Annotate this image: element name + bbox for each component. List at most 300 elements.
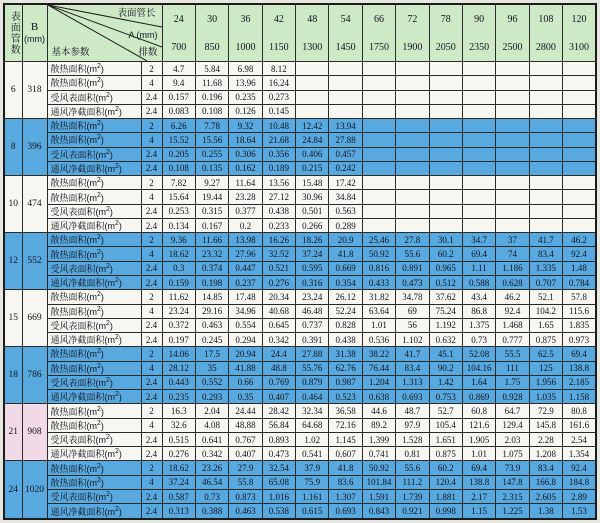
data-cell [563,104,597,118]
data-cell: 2.28 [529,432,562,446]
data-cell: 46.2 [496,290,529,304]
row-count-value: 2.4 [141,504,162,519]
data-cell [429,133,462,147]
column-header-wrap [263,5,295,61]
data-cell: 92.4 [563,247,597,261]
data-cell: 83.4 [529,247,562,261]
data-cell: 0.276 [262,275,295,289]
a-dim-value: 700 [171,41,187,53]
b-value: 669 [22,290,47,347]
data-cell: 23.26 [195,461,228,475]
data-cell [496,218,529,232]
param-label: 散热面积$(m^2)$ [47,461,141,475]
data-cell [529,190,562,204]
param-label: 散热面积$(m^2)$ [47,475,141,489]
a-dim-value: 1150 [268,41,289,53]
data-cell: 0.242 [329,161,362,175]
data-cell: 18.26 [296,233,329,247]
param-label: 受风表面积$(m^2)$ [47,375,141,389]
table-row [4,161,596,175]
data-cell: 30.1 [429,233,462,247]
data-cell [329,62,362,76]
data-cell: 0.388 [195,504,228,519]
data-cell: 0.588 [462,275,495,289]
param-label: 通风净截面积$(m^2)$ [47,161,141,175]
data-cell: 0.81 [396,447,429,461]
column-header [396,4,429,62]
data-cell [396,90,429,104]
data-cell: 31.82 [362,290,395,304]
table-row [4,133,596,147]
data-cell: 15.64 [162,190,195,204]
data-cell: 1.65 [529,318,562,332]
data-cell: 2.03 [496,432,529,446]
data-cell [563,62,597,76]
data-cell [529,133,562,147]
data-cell: 0.563 [329,204,362,218]
row-count-label: 排数 [138,46,158,58]
data-cell [563,176,597,190]
tube-length-value: 30 [207,13,218,25]
data-cell: 37 [496,233,529,247]
column-header-wrap [563,5,595,61]
data-cell [429,176,462,190]
data-cell [563,204,597,218]
data-cell: 0.987 [329,375,362,389]
data-cell: 0.921 [396,504,429,519]
data-cell: 69.4 [563,347,597,361]
data-cell: 46.2 [563,233,597,247]
column-header [229,4,262,62]
data-cell: 0.554 [229,318,262,332]
data-cell: 0.159 [162,275,195,289]
a-dim-value: 2050 [435,41,456,53]
param-label: 散热面积$(m^2)$ [47,404,141,418]
data-cell: 50.92 [362,247,395,261]
data-cell: 0.443 [162,375,195,389]
data-cell: 1.64 [462,375,495,389]
row-count-value: 4 [141,133,162,147]
data-cell [396,104,429,118]
column-header-wrap [329,5,361,61]
b-value: 474 [22,176,47,233]
data-cell: 1.204 [362,375,395,389]
data-cell [396,176,429,190]
data-cell: 0.501 [296,204,329,218]
data-cell: 16.24 [262,76,295,90]
data-cell: 0.769 [262,375,295,389]
param-label: 受风表面积$(m^2)$ [47,261,141,275]
row-count-value: 2.4 [141,90,162,104]
data-cell: 105.4 [429,418,462,432]
data-cell: 2.315 [496,489,529,503]
data-cell: 0.784 [563,275,597,289]
data-cell: 24.44 [229,404,262,418]
table-row [4,361,596,375]
data-cell: 11.66 [195,233,228,247]
data-cell: 57.8 [563,290,597,304]
row-count-value: 2 [141,176,162,190]
data-cell [529,104,562,118]
param-label: 散热面积$(m^2)$ [47,119,141,133]
a-dim-label: A (mm) [128,30,158,40]
data-cell [529,76,562,90]
param-label: 受风表面积$(m^2)$ [47,318,141,332]
data-cell: 0.215 [296,161,329,175]
data-cell: 86.8 [462,304,495,318]
data-cell: 0.438 [262,204,295,218]
data-cell [496,119,529,133]
data-cell: 90.2 [429,361,462,375]
data-cell: 0.197 [162,333,195,347]
data-cell: 0.777 [496,333,529,347]
data-cell: 55.6 [396,461,429,475]
tube-count-value: 15 [4,290,22,347]
data-cell: 0.35 [229,390,262,404]
column-header-wrap [163,5,195,61]
data-cell: 16.26 [262,233,295,247]
data-cell: 69 [396,304,429,318]
data-cell [462,176,495,190]
data-cell [462,218,495,232]
param-label: 散热面积$(m^2)$ [47,290,141,304]
data-cell: 43.4 [462,290,495,304]
data-cell: 0.753 [429,390,462,404]
data-cell: 0.2 [229,218,262,232]
column-header [296,4,329,62]
tube-length-value: 108 [538,13,554,25]
row-count-value: 4 [141,76,162,90]
data-cell: 0.893 [262,432,295,446]
data-cell: 0.145 [262,104,295,118]
param-label: 散热面积$(m^2)$ [47,62,141,76]
data-cell: 23.24 [162,304,195,318]
data-cell [362,190,395,204]
data-cell: 60.8 [462,404,495,418]
data-cell: 0.464 [296,390,329,404]
data-cell [429,161,462,175]
data-cell: 97.9 [396,418,429,432]
data-cell: 2.54 [563,432,597,446]
data-cell: 0.162 [229,161,262,175]
data-cell [529,218,562,232]
data-cell: 46.54 [195,475,228,489]
table-row [4,447,596,461]
data-cell: 1.161 [296,489,329,503]
param-label: 通风净截面积$(m^2)$ [47,447,141,461]
data-cell: 1.42 [429,375,462,389]
data-cell: 0.433 [362,275,395,289]
data-cell: 27.12 [262,190,295,204]
data-cell [429,104,462,118]
data-cell [462,90,495,104]
data-cell: 13.96 [229,76,262,90]
data-cell [362,218,395,232]
data-cell: 1.528 [396,432,429,446]
column-header-wrap [196,5,228,61]
data-cell: 0.126 [229,104,262,118]
data-cell: 38.22 [362,347,395,361]
data-cell: 29.16 [195,304,228,318]
data-cell: 63.64 [362,304,395,318]
b-value: 1020 [22,461,47,519]
data-cell: 28.42 [262,404,295,418]
data-cell: 14.85 [195,290,228,304]
data-cell: 0.521 [262,261,295,275]
data-cell: 10.48 [262,119,295,133]
data-cell: 0.473 [262,447,295,461]
data-cell: 0.233 [262,218,295,232]
data-cell: 0.083 [162,104,195,118]
data-cell [462,119,495,133]
data-cell: 44.6 [362,404,395,418]
param-label: 受风表面积$(m^2)$ [47,90,141,104]
data-cell [362,204,395,218]
data-cell: 0.316 [296,275,329,289]
data-cell: 1.956 [529,375,562,389]
data-cell: 1.468 [496,318,529,332]
data-cell: 2.17 [462,489,495,503]
tube-count-label: 表面管数 [8,11,20,55]
data-cell: 0.237 [229,275,262,289]
data-cell [529,161,562,175]
data-cell: 0.879 [296,375,329,389]
data-cell: 72.16 [329,418,362,432]
data-cell: 129.4 [496,418,529,432]
data-cell [429,119,462,133]
data-cell: 1.307 [329,489,362,503]
data-cell: 37.9 [296,461,329,475]
tube-count-value: 10 [4,176,22,233]
data-cell [462,161,495,175]
data-cell: 14.06 [162,347,195,361]
data-cell [429,218,462,232]
data-cell [396,161,429,175]
data-cell: 32.54 [262,461,295,475]
data-cell: 24.84 [296,133,329,147]
data-cell: 0.669 [329,261,362,275]
row-count-value: 2 [141,119,162,133]
data-cell: 20.9 [329,233,362,247]
data-cell: 0.473 [396,275,429,289]
data-cell: 55.5 [496,347,529,361]
data-cell: 1.881 [429,489,462,503]
data-cell: 62.5 [529,347,562,361]
param-label: 受风表面积$(m^2)$ [47,432,141,446]
table-row [4,275,596,289]
data-cell: 0.615 [296,504,329,519]
data-cell: 1.651 [429,432,462,446]
b-label: B [30,21,39,33]
data-cell: 184.8 [563,475,597,489]
data-cell: 1.835 [563,318,597,332]
data-cell [563,147,597,161]
data-cell [496,133,529,147]
param-label: 散热面积$(m^2)$ [47,247,141,261]
data-cell: 15.52 [162,133,195,147]
data-cell [529,176,562,190]
data-cell: 0.873 [229,489,262,503]
data-cell: 4.08 [195,418,228,432]
data-cell: 1.225 [496,504,529,519]
column-header [462,4,495,62]
data-cell: 111 [496,361,529,375]
data-cell: 0.306 [229,147,262,161]
data-cell: 0.189 [262,161,295,175]
data-cell: 32.52 [262,247,295,261]
data-cell: 0.737 [296,318,329,332]
data-cell [396,133,429,147]
data-cell: 0.245 [195,333,228,347]
tube-length-value: 42 [273,13,284,25]
table-row [4,90,596,104]
data-cell: 1.158 [563,390,597,404]
data-cell: 0.391 [296,333,329,347]
table-row [4,218,596,232]
data-cell: 1.192 [429,318,462,332]
param-label: 散热面积$(m^2)$ [47,176,141,190]
table-row [4,432,596,446]
data-cell: 34.96 [229,304,262,318]
row-count-value: 2.4 [141,375,162,389]
data-cell: 80.8 [563,404,597,418]
data-cell: 1.145 [329,432,362,446]
data-cell: 0.607 [329,447,362,461]
data-cell [362,90,395,104]
column-header [329,4,362,62]
data-cell: 4.7 [162,62,195,76]
table-row [4,176,596,190]
data-cell: 55.6 [396,247,429,261]
data-cell: 115.6 [563,304,597,318]
data-cell: 41.7 [529,233,562,247]
column-header [529,4,562,62]
data-cell: 37.24 [296,247,329,261]
row-count-value: 4 [141,418,162,432]
data-cell: 1.375 [462,318,495,332]
data-cell: 6.26 [162,119,195,133]
data-cell: 1.399 [362,432,395,446]
data-cell: 0.965 [429,261,462,275]
data-cell: 0.536 [362,333,395,347]
data-cell: 48.8 [262,361,295,375]
tube-length-value: 78 [440,13,451,25]
data-cell [362,161,395,175]
param-label: 散热面积$(m^2)$ [47,418,141,432]
data-cell: 0.135 [195,161,228,175]
data-cell: 31.38 [329,347,362,361]
data-cell: 121.6 [462,418,495,432]
row-count-value: 4 [141,190,162,204]
basic-params-label: 基本参数 [51,46,90,58]
data-cell [362,147,395,161]
param-label: 通风净截面积$(m^2)$ [47,390,141,404]
row-count-value: 4 [141,475,162,489]
data-cell: 27.88 [329,133,362,147]
data-cell: 0.875 [529,333,562,347]
data-cell: 0.253 [162,204,195,218]
column-header [262,4,295,62]
tube-length-value: 120 [571,13,587,25]
data-cell: 20.34 [262,290,295,304]
data-cell: 52.7 [429,404,462,418]
data-cell [529,204,562,218]
data-cell: 0.973 [563,333,597,347]
data-cell: 0.541 [296,447,329,461]
a-dim-value: 1750 [368,41,389,53]
data-cell: 0.134 [162,218,195,232]
data-cell: 6.98 [229,62,262,76]
table-row [4,147,596,161]
data-cell: 0.515 [162,432,195,446]
b-unit-label: (mm) [24,34,45,45]
data-cell: 1.01 [362,318,395,332]
b-value: 396 [22,119,47,176]
data-cell: 1.53 [563,504,597,519]
data-cell: 1.905 [462,432,495,446]
data-cell: 0.645 [262,318,295,332]
column-header-wrap [296,5,328,61]
row-count-value: 2 [141,404,162,418]
data-cell: 1.38 [529,504,562,519]
data-cell [563,218,597,232]
tube-length-label: 表面管长 [117,8,156,19]
data-cell: 18.62 [162,461,195,475]
data-cell: 0.266 [296,218,329,232]
param-label: 散热面积$(m^2)$ [47,233,141,247]
data-cell: 25.46 [362,233,395,247]
data-cell: 9.4 [162,76,195,90]
data-cell: 0.457 [329,147,362,161]
param-label: 受风表面积$(m^2)$ [47,489,141,503]
data-cell: 0.235 [229,90,262,104]
data-cell [563,133,597,147]
data-cell: 13.94 [329,119,362,133]
row-count-value: 2 [141,290,162,304]
data-cell [296,90,329,104]
data-cell: 92.4 [563,461,597,475]
data-cell: 92.4 [496,304,529,318]
data-cell [329,90,362,104]
data-cell: 20.94 [229,347,262,361]
data-cell [529,147,562,161]
table-row [4,347,596,361]
b-value: 318 [22,62,47,119]
data-cell [362,133,395,147]
data-cell: 0.632 [429,333,462,347]
data-cell: 26.12 [329,290,362,304]
tube-length-value: 96 [507,13,518,25]
data-cell: 0.73 [195,489,228,503]
tube-count-value: 12 [4,233,22,290]
data-cell: 0.869 [462,390,495,404]
data-cell: 1.02 [296,432,329,446]
column-header-wrap [463,5,495,61]
data-cell: 32.6 [162,418,195,432]
table-row [4,247,596,261]
data-cell: 0.595 [296,261,329,275]
data-cell: 60.2 [429,247,462,261]
a-dim-value: 1000 [235,41,256,53]
data-cell: 0.377 [229,204,262,218]
data-cell: 161.6 [563,418,597,432]
data-cell: 120.4 [429,475,462,489]
data-cell [396,204,429,218]
data-cell [462,147,495,161]
data-cell [496,104,529,118]
data-cell: 2.04 [195,404,228,418]
data-cell: 0.843 [362,504,395,519]
